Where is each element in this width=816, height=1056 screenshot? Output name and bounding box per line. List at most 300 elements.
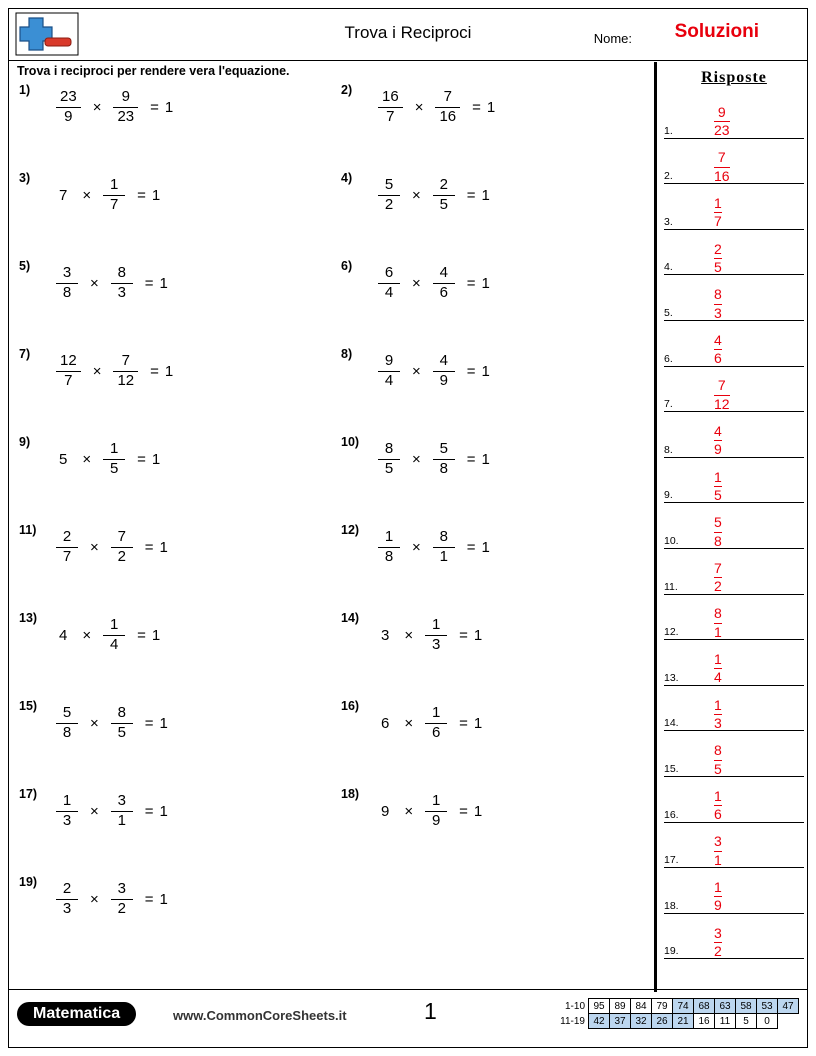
problem-item — [331, 611, 631, 699]
answer-denominator: 6 — [714, 806, 722, 823]
answer-index: 18. — [664, 899, 679, 912]
problem-item — [9, 347, 309, 435]
grading-scale-label: 1-10 — [564, 1000, 585, 1012]
answer-denominator: 9 — [714, 897, 722, 914]
answer-numerator: 5 — [714, 514, 722, 531]
problem-item — [9, 611, 309, 699]
page-number: 1 — [424, 998, 437, 1024]
multiply-operator: × — [412, 186, 421, 204]
grading-scale-cell: 32 — [631, 1014, 652, 1029]
answer-value — [714, 561, 722, 595]
term-a-fraction — [378, 89, 403, 126]
term-a-fraction — [378, 353, 400, 390]
problem-item — [331, 523, 631, 611]
answer-denominator: 6 — [714, 350, 722, 367]
problem-number: 4) — [341, 171, 353, 185]
problem-expression — [375, 173, 490, 217]
answer-denominator: 3 — [714, 714, 722, 731]
problem-result: 1 — [151, 450, 161, 468]
answer-numerator: 1 — [714, 787, 722, 804]
term-b-numerator: 8 — [439, 527, 448, 545]
equals-operator: = — [459, 626, 468, 644]
problem-expression — [53, 789, 168, 833]
term-b-denominator: 12 — [117, 371, 135, 389]
problem-item — [331, 435, 631, 523]
answer-numerator: 1 — [714, 468, 722, 485]
multiply-operator: × — [82, 450, 92, 468]
term-b-fraction — [111, 881, 133, 918]
problem-number: 9) — [19, 435, 31, 449]
answer-value — [714, 196, 722, 230]
term-a-numerator: 5 — [62, 703, 72, 721]
answer-row — [664, 731, 804, 777]
problem-expression — [53, 349, 173, 393]
term-b-fraction — [425, 617, 447, 654]
grading-scale-cell: 63 — [715, 999, 736, 1014]
answers-list — [664, 93, 804, 959]
problem-number: 15) — [19, 699, 38, 713]
answer-row — [664, 458, 804, 504]
answer-value — [714, 743, 722, 777]
term-a-numerator: 1 — [62, 791, 72, 809]
problem-expression — [53, 877, 168, 921]
problem-result: 1 — [151, 626, 161, 644]
answer-denominator: 3 — [714, 304, 722, 321]
answer-value — [714, 470, 722, 504]
problem-result: 1 — [481, 186, 490, 204]
answer-row — [664, 503, 804, 549]
answer-index: 1. — [664, 124, 673, 137]
equals-operator: = — [466, 362, 476, 380]
term-b-numerator: 5 — [439, 439, 448, 457]
equals-operator: = — [144, 890, 154, 908]
answer-denominator: 12 — [714, 395, 730, 412]
term-b-numerator: 8 — [117, 263, 126, 281]
equals-operator: = — [144, 714, 154, 732]
problem-expression — [53, 85, 173, 129]
answer-row — [664, 686, 804, 732]
problem-number: 2) — [341, 83, 353, 97]
page-title: Trova i Reciproci — [344, 23, 472, 42]
multiply-operator: × — [90, 802, 99, 820]
term-b-numerator: 7 — [443, 87, 452, 105]
answer-row — [664, 93, 804, 139]
term-b-numerator: 1 — [109, 615, 119, 633]
problem-expression — [53, 173, 160, 217]
grading-scale-cell: 5 — [736, 1014, 757, 1029]
term-b-denominator: 2 — [117, 547, 126, 565]
answer-index: 2. — [664, 170, 673, 183]
multiply-operator: × — [412, 538, 421, 556]
grading-scale-cell: 16 — [694, 1014, 715, 1029]
term-a-fraction — [56, 89, 81, 126]
problem-item — [331, 259, 631, 347]
answer-numerator: 7 — [717, 377, 726, 394]
term-a-fraction — [56, 529, 78, 566]
grading-scale-cell: 37 — [610, 1014, 631, 1029]
answer-denominator: 5 — [714, 486, 722, 503]
answer-index: 15. — [664, 762, 679, 775]
equals-operator: = — [137, 186, 146, 204]
answer-denominator: 2 — [714, 942, 722, 959]
multiply-operator: × — [412, 450, 421, 468]
equals-operator: = — [459, 714, 468, 732]
problem-expression — [53, 525, 168, 569]
grading-scale-table — [559, 998, 800, 1029]
term-b-numerator: 9 — [121, 87, 130, 105]
grading-scale — [559, 998, 800, 1029]
answer-index: 13. — [664, 671, 679, 684]
answer-value — [714, 242, 722, 276]
term-b-fraction — [433, 177, 455, 214]
term-b-numerator: 8 — [117, 703, 126, 721]
answer-row — [664, 275, 804, 321]
answer-numerator: 2 — [714, 240, 722, 257]
term-b-numerator: 7 — [117, 527, 126, 545]
term-a-fraction — [56, 705, 78, 742]
multiply-operator: × — [404, 626, 414, 644]
answer-index: 12. — [664, 626, 679, 639]
problem-expression — [375, 525, 490, 569]
answer-value — [714, 698, 722, 732]
term-a-denominator: 4 — [384, 283, 394, 301]
answer-numerator: 1 — [714, 696, 722, 713]
term-b-numerator: 1 — [431, 791, 441, 809]
equals-operator: = — [137, 626, 146, 644]
term-a-denominator: 9 — [64, 107, 73, 125]
term-a-denominator: 8 — [384, 547, 394, 565]
grading-scale-cell: 53 — [757, 999, 778, 1014]
problem-result: 1 — [159, 538, 168, 556]
answer-denominator: 1 — [714, 851, 722, 868]
answer-numerator: 1 — [714, 650, 722, 667]
term-b-numerator: 1 — [109, 439, 119, 457]
term-b-denominator: 8 — [439, 459, 448, 477]
answer-row — [664, 367, 804, 413]
answer-row — [664, 595, 804, 641]
problem-result: 1 — [486, 98, 496, 116]
answer-value — [714, 333, 722, 367]
multiply-operator: × — [404, 714, 414, 732]
term-a-fraction — [56, 265, 78, 302]
problem-expression — [53, 261, 168, 305]
term-b-numerator: 1 — [431, 615, 441, 633]
term-b-denominator: 4 — [109, 635, 119, 653]
problem-result: 1 — [481, 538, 490, 556]
problem-expression — [53, 701, 168, 745]
term-a-whole: 5 — [59, 450, 68, 468]
problem-expression — [375, 85, 495, 129]
answer-value — [714, 105, 730, 139]
answer-value — [714, 652, 722, 686]
term-b-fraction — [103, 441, 125, 478]
problem-item — [331, 787, 631, 875]
answers-header: Risposte — [701, 69, 767, 86]
answer-row — [664, 230, 804, 276]
term-b-fraction — [103, 177, 125, 214]
multiply-operator: × — [90, 538, 99, 556]
term-a-fraction — [378, 529, 400, 566]
problem-number: 13) — [19, 611, 38, 625]
term-b-fraction — [111, 793, 133, 830]
term-b-denominator: 9 — [439, 371, 448, 389]
problem-item — [331, 347, 631, 435]
answer-row — [664, 777, 804, 823]
answer-numerator: 8 — [714, 605, 722, 622]
term-a-numerator: 3 — [62, 263, 72, 281]
equals-operator: = — [144, 274, 154, 292]
term-b-numerator: 1 — [431, 703, 441, 721]
multiply-operator: × — [90, 714, 99, 732]
term-a-fraction — [56, 353, 81, 390]
term-a-numerator: 1 — [384, 527, 394, 545]
answer-denominator: 7 — [714, 213, 722, 230]
equals-operator: = — [466, 186, 476, 204]
multiply-operator: × — [90, 274, 99, 292]
problem-item — [9, 83, 309, 171]
answer-value — [714, 880, 722, 914]
equals-operator: = — [459, 802, 468, 820]
term-a-numerator: 6 — [384, 263, 394, 281]
term-b-denominator: 3 — [431, 635, 441, 653]
problem-expression — [53, 437, 160, 481]
answer-index: 19. — [664, 945, 679, 958]
answer-index: 9. — [664, 489, 673, 502]
answer-row — [664, 139, 804, 185]
problem-number: 1) — [19, 83, 31, 97]
answer-numerator: 4 — [714, 331, 722, 348]
grading-scale-cell: 42 — [589, 1014, 610, 1029]
term-a-numerator: 2 — [62, 879, 72, 897]
answer-row — [664, 640, 804, 686]
problem-number: 6) — [341, 259, 353, 273]
answer-value — [714, 515, 722, 549]
answer-index: 8. — [664, 443, 673, 456]
worksheet-header — [9, 9, 807, 61]
problem-item — [331, 171, 631, 259]
term-b-numerator: 2 — [439, 175, 448, 193]
term-a-whole: 7 — [59, 186, 68, 204]
answer-index: 17. — [664, 854, 679, 867]
problem-number: 7) — [19, 347, 31, 361]
answer-index: 10. — [664, 534, 679, 547]
problem-item — [9, 787, 309, 875]
problem-number: 12) — [341, 523, 360, 537]
answer-denominator: 5 — [714, 760, 722, 777]
equals-operator: = — [150, 362, 159, 380]
answer-numerator: 8 — [714, 286, 722, 303]
term-b-denominator: 7 — [109, 195, 119, 213]
term-a-fraction — [378, 177, 400, 214]
problem-expression — [375, 701, 482, 745]
term-b-denominator: 6 — [439, 283, 448, 301]
problem-number: 8) — [341, 347, 353, 361]
term-b-fraction — [433, 529, 455, 566]
term-b-fraction — [113, 353, 138, 390]
answer-numerator: 9 — [717, 103, 726, 120]
term-b-denominator: 5 — [109, 459, 119, 477]
problem-number: 17) — [19, 787, 38, 801]
term-a-denominator: 2 — [384, 195, 394, 213]
answer-row — [664, 184, 804, 230]
term-b-fraction — [433, 353, 455, 390]
answer-row — [664, 549, 804, 595]
answer-value — [714, 150, 730, 184]
problem-result: 1 — [164, 98, 174, 116]
problem-expression — [375, 789, 482, 833]
problem-result: 1 — [151, 186, 161, 204]
problem-item — [9, 699, 309, 787]
equals-operator: = — [144, 802, 154, 820]
problem-expression — [375, 437, 490, 481]
term-b-fraction — [425, 793, 447, 830]
grading-scale-cell: 68 — [694, 999, 715, 1014]
answer-row — [664, 914, 804, 960]
instructions-text: Trova i reciproci per rendere vera l'equazione. — [17, 64, 290, 78]
problem-number: 19) — [19, 875, 38, 889]
term-a-denominator: 3 — [62, 899, 72, 917]
answer-index: 3. — [664, 215, 673, 228]
equals-operator: = — [137, 450, 146, 468]
answer-numerator: 8 — [714, 742, 722, 759]
term-a-denominator: 7 — [64, 371, 73, 389]
term-b-fraction — [111, 529, 133, 566]
equals-operator: = — [466, 450, 476, 468]
multiply-operator: × — [90, 890, 99, 908]
answer-numerator: 4 — [714, 422, 722, 439]
equals-operator: = — [466, 538, 476, 556]
answer-numerator: 3 — [714, 924, 722, 941]
problem-number: 18) — [341, 787, 360, 801]
answer-value — [714, 378, 730, 412]
multiply-operator: × — [92, 98, 102, 116]
equals-operator: = — [472, 98, 481, 116]
term-a-numerator: 5 — [384, 175, 394, 193]
answer-denominator: 16 — [714, 167, 730, 184]
term-a-numerator: 16 — [382, 87, 399, 105]
answer-value — [714, 789, 722, 823]
term-a-denominator: 7 — [386, 107, 395, 125]
grading-scale-cell: 74 — [673, 999, 694, 1014]
term-b-fraction — [113, 89, 138, 126]
problem-item — [9, 523, 309, 611]
term-a-numerator: 23 — [60, 87, 77, 105]
term-a-denominator: 8 — [62, 283, 72, 301]
term-b-fraction — [435, 89, 460, 126]
multiply-operator: × — [404, 802, 414, 820]
term-a-denominator: 7 — [62, 547, 72, 565]
problem-result: 1 — [159, 890, 168, 908]
multiply-operator: × — [82, 626, 92, 644]
term-b-denominator: 16 — [439, 107, 457, 125]
term-b-numerator: 3 — [117, 879, 126, 897]
problem-item — [9, 875, 309, 963]
problem-number: 16) — [341, 699, 360, 713]
problem-number: 3) — [19, 171, 31, 185]
name-label: Nome: — [593, 31, 632, 46]
multiply-operator: × — [82, 186, 92, 204]
grading-scale-cell: 21 — [673, 1014, 694, 1029]
answer-index: 16. — [664, 808, 679, 821]
multiply-operator: × — [412, 274, 421, 292]
answers-column — [664, 69, 804, 959]
answer-numerator: 7 — [714, 559, 722, 576]
grading-scale-cell: 58 — [736, 999, 757, 1014]
answer-numerator: 1 — [714, 878, 722, 895]
term-b-numerator: 4 — [439, 263, 448, 281]
grading-scale-cell: 47 — [778, 999, 799, 1014]
answer-denominator: 5 — [714, 258, 722, 275]
answer-key-badge: Soluzioni — [674, 21, 759, 42]
problem-number: 5) — [19, 259, 31, 273]
answer-value — [714, 287, 722, 321]
multiply-operator: × — [412, 362, 421, 380]
term-a-denominator: 4 — [384, 371, 394, 389]
problem-result: 1 — [473, 626, 483, 644]
problem-result: 1 — [473, 714, 483, 732]
problem-item — [9, 435, 309, 523]
grading-scale-cell: 89 — [610, 999, 631, 1014]
term-a-whole: 9 — [381, 802, 390, 820]
answer-index: 14. — [664, 717, 679, 730]
problem-number: 14) — [341, 611, 360, 625]
term-b-denominator: 3 — [117, 283, 126, 301]
term-a-fraction — [56, 881, 78, 918]
grading-scale-cell: 26 — [652, 1014, 673, 1029]
answer-numerator: 3 — [714, 833, 722, 850]
term-b-numerator: 7 — [121, 351, 130, 369]
term-b-denominator: 6 — [431, 723, 441, 741]
term-b-denominator: 9 — [431, 811, 441, 829]
term-b-denominator: 23 — [117, 107, 135, 125]
worksheet-footer — [9, 989, 807, 1047]
problem-number: 10) — [341, 435, 360, 449]
grading-scale-cell: 0 — [757, 1014, 778, 1029]
problem-item — [9, 171, 309, 259]
term-a-numerator: 9 — [384, 351, 394, 369]
term-b-denominator: 1 — [117, 811, 126, 829]
term-b-denominator: 1 — [439, 547, 448, 565]
term-b-numerator: 3 — [117, 791, 126, 809]
term-a-numerator: 2 — [62, 527, 72, 545]
answer-denominator: 23 — [714, 122, 730, 139]
term-a-fraction — [378, 441, 400, 478]
problem-result: 1 — [481, 274, 490, 292]
answer-denominator: 8 — [714, 532, 722, 549]
grading-scale-cell: 79 — [652, 999, 673, 1014]
answer-denominator: 1 — [714, 623, 722, 640]
answer-value — [714, 424, 722, 458]
worksheet-page — [8, 8, 808, 1048]
equals-operator: = — [150, 98, 159, 116]
problem-expression — [53, 613, 160, 657]
grading-scale-cell: 95 — [589, 999, 610, 1014]
grading-scale-cell: 84 — [631, 999, 652, 1014]
grading-scale-row — [559, 999, 799, 1014]
problem-result: 1 — [159, 802, 168, 820]
term-b-fraction — [433, 441, 455, 478]
equals-operator: = — [466, 274, 476, 292]
problem-result: 1 — [164, 362, 174, 380]
term-b-denominator: 2 — [117, 899, 126, 917]
answer-row — [664, 823, 804, 869]
answer-row — [664, 321, 804, 367]
term-b-fraction — [103, 617, 125, 654]
term-a-numerator: 8 — [384, 439, 394, 457]
term-a-whole: 6 — [381, 714, 390, 732]
answer-row — [664, 412, 804, 458]
answer-index: 6. — [664, 352, 673, 365]
